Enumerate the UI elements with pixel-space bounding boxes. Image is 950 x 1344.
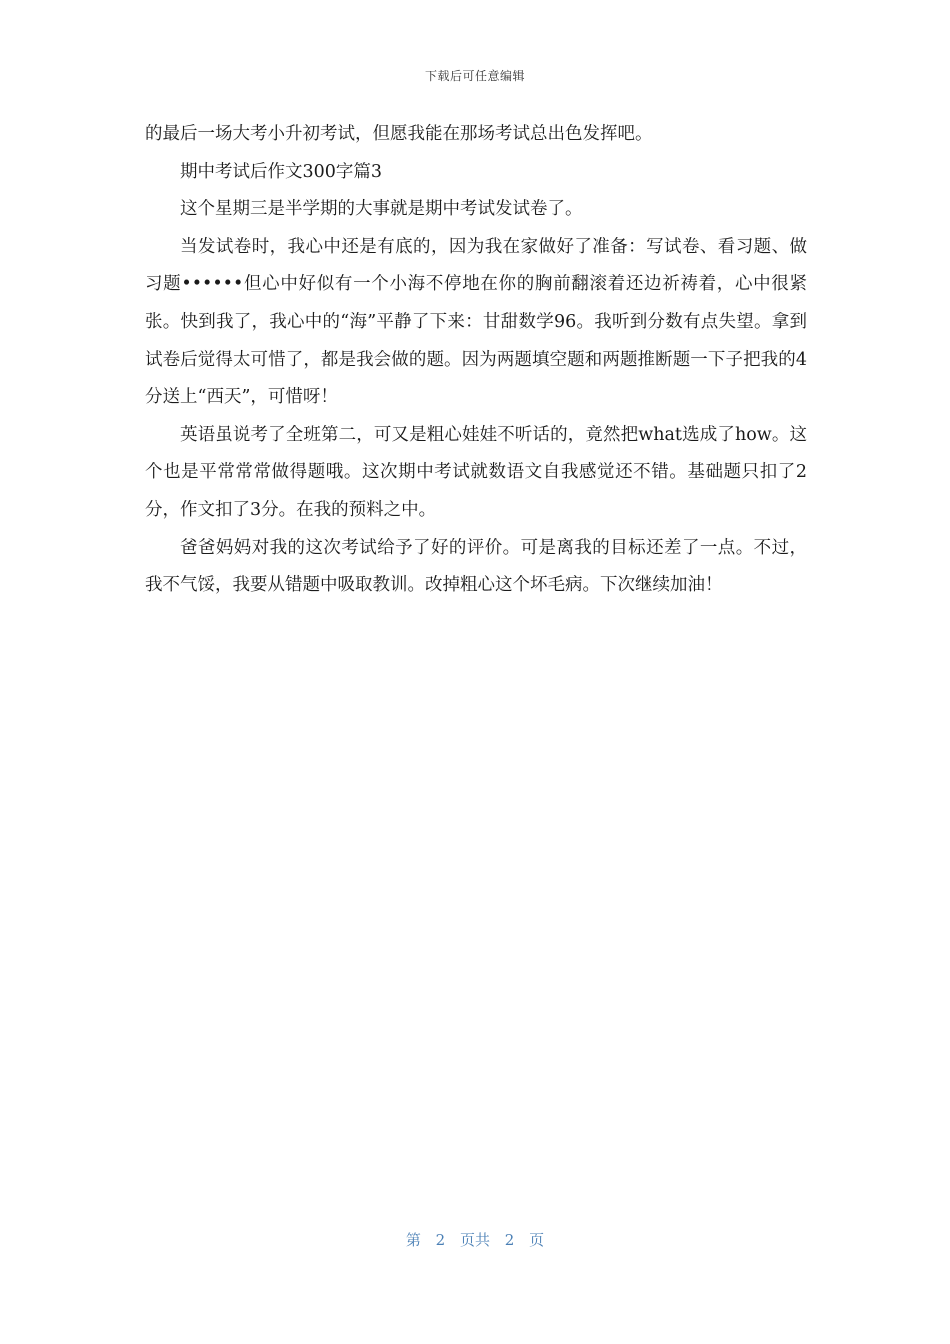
document-body (145, 116, 807, 605)
page-header: 下载后可任意编辑 (424, 69, 525, 83)
section-heading: 期中考试后作文300字篇3 (180, 161, 383, 182)
paragraph: 爸爸妈妈对我的这次考试给予了好的评价。可是离我的目标还差了一点。不过，我不气馁，我要从错题中吸取教训。改掉粗心这个坏毛病。下次继续加油！ (145, 537, 807, 596)
paragraph: 当发试卷时，我心中还是有底的，因为我在家做好了准备：写试卷、看习题、做习题••••••但心中好似有一个小海不停地在你的胸前翻滚着还边祈祷着，心中很紧张。快到我了，我心中的“海”平静了下来：甘甜数学96。我听到分数有点失望。拿到试卷后觉得太可惜了，都是我会做的题。因为两题填空题和两题推断题一下子把我的4分送上“西天”，可惜呀！ (145, 236, 807, 408)
page-number-footer: 第 2 页共 2 页 (405, 1231, 545, 1249)
paragraph-continuation: 的最后一场大考小升初考试，但愿我能在那场考试总出色发挥吧。 (145, 124, 653, 144)
paragraph: 这个星期三是半学期的大事就是期中考试发试卷了。 (180, 199, 583, 220)
paragraph: 英语虽说考了全班第二，可又是粗心娃娃不听话的，竟然把what选成了how。这个也是平常常常做得题哦。这次期中考试就数语文自我感觉还不错。基础题只扣了2分，作文扣了3分。在我的预料之中。 (145, 424, 807, 520)
